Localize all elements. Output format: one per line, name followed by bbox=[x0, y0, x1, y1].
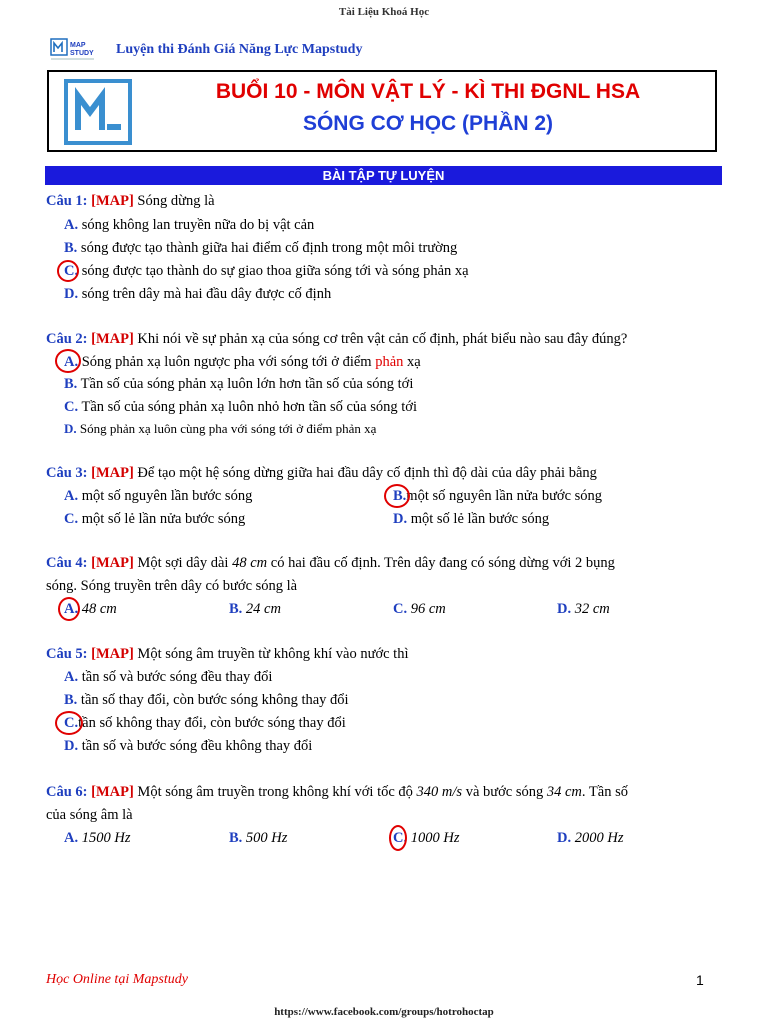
option-label: A. bbox=[64, 354, 79, 370]
option-label: D. bbox=[64, 738, 79, 754]
question-6-line-2 bbox=[46, 805, 133, 825]
option-text: 24 cm bbox=[245, 601, 281, 617]
question-text: Khi nói về sự phản xạ của sóng cơ trên vật cản cố định, phát biểu nào sau đây đúng? bbox=[137, 331, 628, 347]
question-number: Câu 1: bbox=[46, 193, 88, 209]
question-text: của sóng âm là bbox=[46, 807, 133, 823]
question-1-option-c[interactable] bbox=[64, 261, 469, 281]
question-tag: [MAP] bbox=[91, 193, 134, 209]
option-text: 96 cm bbox=[410, 601, 446, 617]
question-2 bbox=[46, 329, 627, 349]
option-label: D. bbox=[557, 601, 572, 617]
option-text: một số lẻ lần bước sóng bbox=[410, 511, 550, 527]
question-text: Một sóng âm truyền từ không khí vào nước thì bbox=[137, 646, 409, 662]
brand-text: Luyện thi Đánh Giá Năng Lực Mapstudy bbox=[116, 42, 363, 57]
question-number: Câu 3: bbox=[46, 465, 88, 481]
question-4-option-c[interactable] bbox=[393, 599, 446, 619]
question-4-line-2 bbox=[46, 576, 297, 596]
question-text: sóng. Sóng truyền trên dây có bước sóng là bbox=[46, 578, 298, 594]
page-header-text: Tài Liệu Khoá Học bbox=[338, 6, 430, 18]
question-1 bbox=[46, 191, 215, 211]
option-text: Sóng phản xạ luôn ngược pha với sóng tới ở điểm bbox=[81, 354, 376, 370]
question-1-option-d[interactable] bbox=[64, 284, 331, 304]
option-label: C. bbox=[393, 830, 408, 846]
question-5-option-d[interactable] bbox=[64, 736, 312, 756]
question-text: Sóng dừng là bbox=[137, 193, 215, 209]
question-6-option-b[interactable] bbox=[229, 828, 287, 848]
option-label: C. bbox=[64, 263, 79, 279]
question-3-option-a[interactable] bbox=[64, 486, 252, 506]
question-5-option-b[interactable] bbox=[64, 690, 349, 710]
question-4-option-a[interactable] bbox=[64, 599, 117, 619]
option-text: 500 Hz bbox=[245, 830, 288, 846]
option-text: sóng được tạo thành giữa hai điểm cố định trong một môi trường bbox=[80, 240, 458, 256]
question-text-italic: 34 cm bbox=[546, 784, 582, 800]
svg-text:STUDY: STUDY bbox=[70, 50, 94, 57]
option-label: C. bbox=[64, 511, 79, 527]
question-2-option-a[interactable] bbox=[64, 352, 421, 372]
option-text: tần số và bước sóng đều thay đổi bbox=[81, 669, 273, 685]
title-line-2: SÓNG CƠ HỌC (PHẦN 2) bbox=[302, 112, 554, 135]
option-label: D. bbox=[64, 286, 79, 302]
option-text: một số lẻ lần nửa bước sóng bbox=[81, 511, 246, 527]
question-tag: [MAP] bbox=[91, 646, 134, 662]
option-text: 2000 Hz bbox=[574, 830, 624, 846]
question-tag: [MAP] bbox=[91, 331, 134, 347]
question-3-option-d[interactable] bbox=[393, 509, 549, 529]
m-logo-icon bbox=[63, 78, 133, 146]
option-text: 32 cm bbox=[574, 601, 610, 617]
option-label: A. bbox=[64, 488, 79, 504]
option-label: C. bbox=[64, 399, 79, 415]
option-text: 1000 Hz bbox=[410, 830, 460, 846]
option-label: C. bbox=[393, 601, 408, 617]
question-3-option-b[interactable] bbox=[393, 486, 602, 506]
option-text: Tần số của sóng phản xạ luôn lớn hơn tần số của sóng tới bbox=[80, 376, 414, 392]
question-4-option-d[interactable] bbox=[557, 599, 610, 619]
question-6-option-c[interactable] bbox=[393, 828, 459, 848]
section-title: BÀI TẬP TỰ LUYỆN bbox=[45, 166, 722, 185]
question-1-option-b[interactable] bbox=[64, 238, 457, 258]
question-text: . Tần số bbox=[581, 784, 628, 800]
option-label: C. bbox=[64, 715, 79, 731]
page-number: 1 bbox=[696, 972, 704, 988]
option-text: 1500 Hz bbox=[81, 830, 131, 846]
option-text: sóng trên dây mà hai đầu dây được cố định bbox=[81, 286, 332, 302]
option-text: 48 cm bbox=[81, 601, 117, 617]
option-text: sóng không lan truyền nữa do bị vật cản bbox=[81, 217, 315, 233]
question-5 bbox=[46, 644, 409, 664]
question-2-option-d[interactable] bbox=[64, 419, 376, 439]
question-text: và bước sóng bbox=[462, 784, 547, 800]
option-label: D. bbox=[64, 421, 77, 436]
question-number: Câu 2: bbox=[46, 331, 88, 347]
option-label: D. bbox=[557, 830, 572, 846]
question-text-italic: 340 m/s bbox=[416, 784, 463, 800]
question-2-option-c[interactable] bbox=[64, 397, 417, 417]
option-text: một số nguyên lần bước sóng bbox=[81, 488, 253, 504]
question-number: Câu 4: bbox=[46, 555, 88, 571]
question-5-option-c[interactable] bbox=[64, 713, 346, 733]
question-text: Một sợi dây dài bbox=[137, 555, 233, 571]
question-text: Để tạo một hệ sóng dừng giữa hai đầu dây cố định thì độ dài của dây phải bằng bbox=[137, 465, 597, 481]
mapstudy-logo-icon bbox=[50, 38, 96, 62]
question-6 bbox=[46, 782, 628, 802]
option-text: sóng được tạo thành do sự giao thoa giữa sóng tới và sóng phản xạ bbox=[81, 263, 469, 279]
option-label: D. bbox=[393, 511, 408, 527]
question-6-option-a[interactable] bbox=[64, 828, 130, 848]
option-label: B. bbox=[64, 376, 78, 392]
question-tag: [MAP] bbox=[91, 465, 134, 481]
option-label: A. bbox=[64, 669, 79, 685]
brand-row bbox=[50, 38, 362, 62]
footer-left-text: Học Online tại Mapstudy bbox=[46, 972, 188, 987]
question-4 bbox=[46, 553, 615, 573]
question-3-option-c[interactable] bbox=[64, 509, 245, 529]
option-text: Sóng phản xạ luôn cùng pha với sóng tới ở điểm phản xạ bbox=[79, 421, 377, 436]
option-label: A. bbox=[64, 601, 79, 617]
option-text: một số nguyên lần nửa bước sóng bbox=[406, 488, 603, 504]
question-number: Câu 6: bbox=[46, 784, 88, 800]
option-text: tần số thay đổi, còn bước sóng không thay đổi bbox=[80, 692, 349, 708]
question-4-option-b[interactable] bbox=[229, 599, 281, 619]
question-1-option-a[interactable] bbox=[64, 215, 314, 235]
option-label: A. bbox=[64, 217, 79, 233]
footer-url[interactable]: https://www.facebook.com/groups/hotrohoctap bbox=[274, 1006, 494, 1018]
option-label: A. bbox=[64, 830, 79, 846]
question-number: Câu 5: bbox=[46, 646, 88, 662]
option-label: B. bbox=[393, 488, 407, 504]
title-line-1: BUỔI 10 - MÔN VẬT LÝ - KÌ THI ĐGNL HSA bbox=[215, 80, 641, 103]
option-label: B. bbox=[229, 601, 243, 617]
question-text: có hai đầu cố định. Trên dây đang có sóng dừng với 2 bụng bbox=[267, 555, 615, 571]
option-label: B. bbox=[229, 830, 243, 846]
option-text: tần số không thay đổi, còn bước sóng thay đổi bbox=[78, 715, 346, 731]
title-box bbox=[47, 70, 717, 152]
question-3 bbox=[46, 463, 597, 483]
option-text-highlight: phản bbox=[375, 354, 404, 370]
question-text: Một sóng âm truyền trong không khí với tốc độ bbox=[137, 784, 417, 800]
question-2-option-b[interactable] bbox=[64, 374, 413, 394]
question-6-option-d[interactable] bbox=[557, 828, 623, 848]
option-label: B. bbox=[64, 692, 78, 708]
question-tag: [MAP] bbox=[91, 784, 134, 800]
option-text: Tần số của sóng phản xạ luôn nhỏ hơn tần số của sóng tới bbox=[81, 399, 417, 415]
option-text: xạ bbox=[403, 354, 421, 370]
question-tag: [MAP] bbox=[91, 555, 134, 571]
svg-text:MAP: MAP bbox=[70, 42, 86, 49]
question-text-italic: 48 cm bbox=[232, 555, 268, 571]
option-label: B. bbox=[64, 240, 78, 256]
question-5-option-a[interactable] bbox=[64, 667, 272, 687]
option-text: tần số và bước sóng đều không thay đổi bbox=[81, 738, 313, 754]
